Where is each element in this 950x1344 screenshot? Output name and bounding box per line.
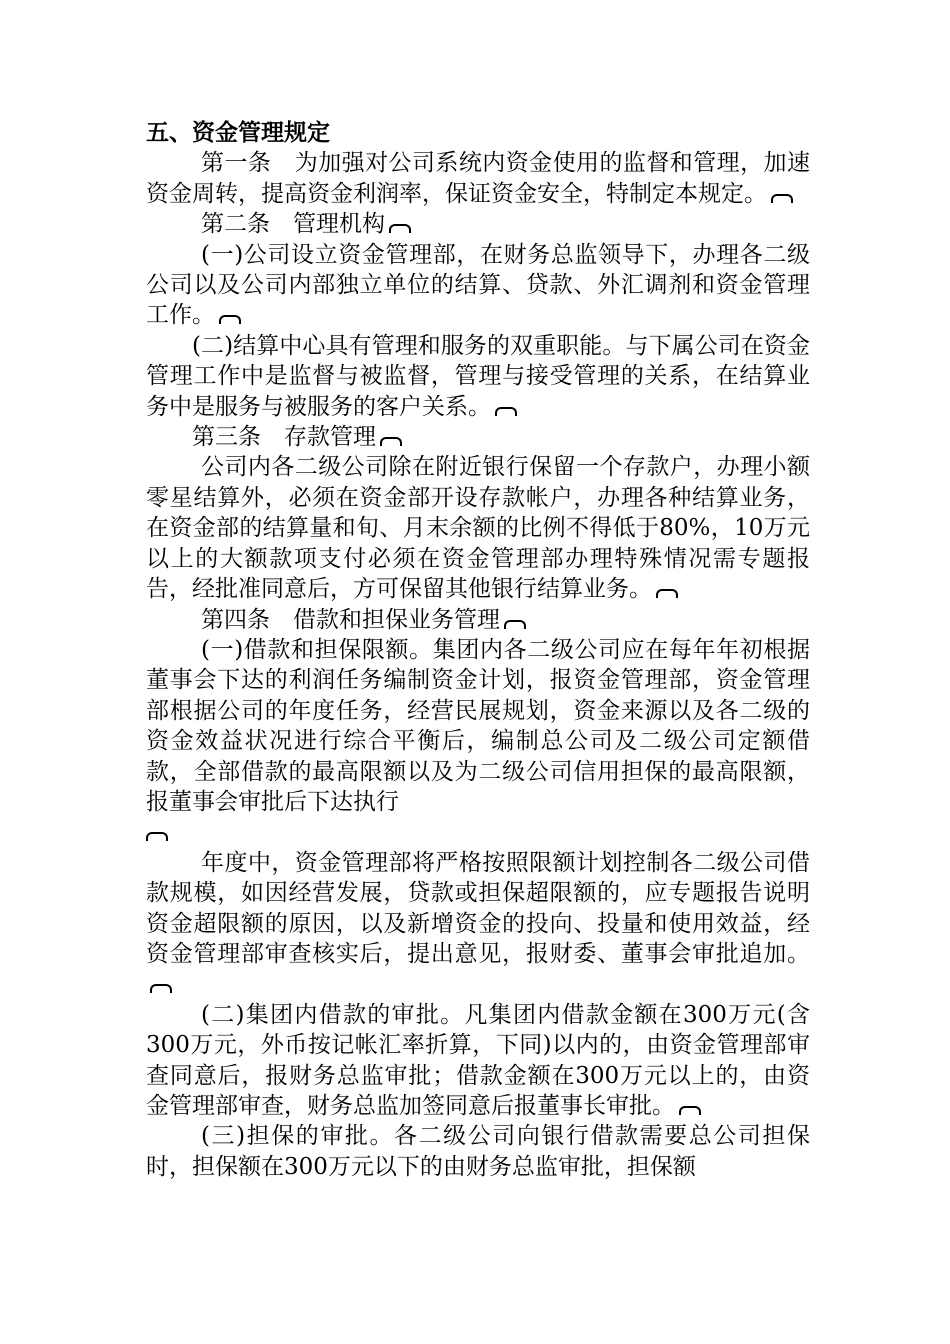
paragraph-mark-icon	[504, 620, 526, 629]
paragraph-mark-icon	[150, 984, 172, 993]
paragraph-4-1: (一)借款和担保限额。集团内各二级公司应在每年年初根据董事会下达的利润任务编制资金计划，报资金管理部，资金管理部根据公司的年度任务，经营民展规划，资金来源以及各二级的资金效益状况进行综合平衡后，编制总公司及二级公司定额借款，全部借款的最高限额以及为二级公司信用担保的最高限额，报董事会审批后下达执行	[146, 636, 810, 815]
paragraph-4-1-cont: 年度中，资金管理部将严格按照限额计划控制各二级公司借款规模，如因经营发展，贷款或担保超限额的，应专题报告说明资金超限额的原因，以及新增资金的投向、投量和使用效益，经资金管理部审查核实后，提出意见，报财委、董事会审批追加。	[146, 848, 810, 1000]
paragraph-2-2: (二)结算中心具有管理和服务的双重职能。与下属公司在资金管理工作中是监督与被监督，管理与接受管理的关系，在结算业务中是服务与被服务的客户关系。	[146, 332, 810, 420]
paragraph-mark-icon	[146, 832, 168, 841]
paragraph-article-4: 第四条 借款和担保业务管理	[146, 605, 810, 635]
paragraph-mark-icon	[380, 437, 402, 446]
paragraph-3-body: 公司内各二级公司除在附近银行保留一个存款户，办理小额零星结算外，必须在资金部开设存款帐户，办理各种结算业务，在资金部的结算量和旬、月末余额的比例不得低于80%，10万元以上的大额款项支付必须在资金管理部办理特殊情况需专题报告，经批准同意后，方可保留其他银行结算业务。	[146, 454, 810, 603]
paragraph-mark-line	[146, 817, 810, 847]
paragraph-article-1: 第一条 为加强对公司系统内资金使用的监督和管理，加速资金周转，提高资金利润率，保证资金安全，特制定本规定。	[146, 150, 810, 207]
paragraph-mark-icon	[219, 315, 241, 324]
paragraph-mark-icon	[389, 224, 411, 233]
paragraph-mark-icon	[679, 1106, 701, 1115]
paragraph-4-3: (三)担保的审批。各二级公司向银行借款需要总公司担保时，担保额在300万元以下的由财务总监审批，担保额	[146, 1123, 810, 1180]
paragraph-mark-icon	[495, 407, 517, 416]
paragraph-2-1: (一)公司设立资金管理部，在财务总监领导下，办理各二级公司以及公司内部独立单位的结算、贷款、外汇调剂和资金管理工作。	[146, 241, 810, 329]
paragraph-article-3: 第三条 存款管理	[146, 422, 810, 452]
paragraph-4-2: (二)集团内借款的审批。凡集团内借款金额在300万元(含300万元，外币按记帐汇率折算，下同)以内的，由资金管理部审查同意后，报财务总监审批；借款金额在300万元以上的，由资金管理部审查，财务总监加签同意后报董事长审批。	[146, 1001, 810, 1119]
section-title: 五、资金管理规定	[146, 120, 330, 146]
document-body	[146, 118, 810, 1182]
paragraph-mark-icon	[771, 194, 793, 203]
paragraph-mark-icon	[656, 589, 678, 598]
paragraph-article-2: 第二条 管理机构	[146, 209, 810, 239]
